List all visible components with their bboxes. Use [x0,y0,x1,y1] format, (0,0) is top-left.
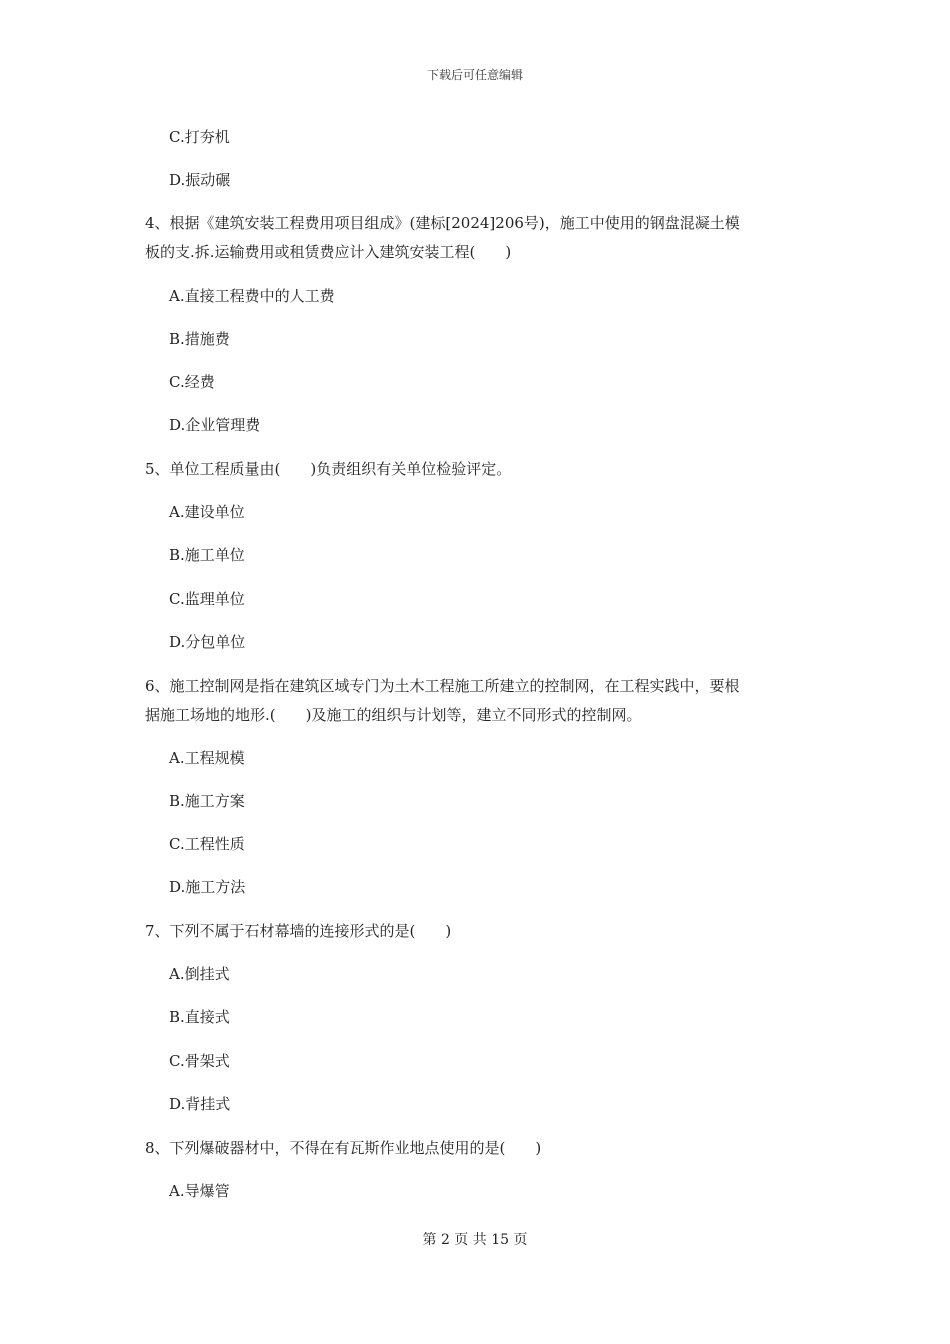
option-b-line: B.直接式 [169,1008,230,1026]
option-a-line: A.建设单位 [169,503,245,521]
option-d-line: D.分包单位 [169,633,246,651]
option-a-line: A.工程规模 [169,749,245,767]
option-a-line: A.导爆管 [169,1182,230,1200]
option-b-line: B.措施费 [169,330,230,348]
option-a-line: A.直接工程费中的人工费 [169,287,335,305]
option-c-line: C.打夯机 [169,128,230,146]
option-a-line: A.倒挂式 [169,965,230,983]
option-b-line: B.施工单位 [169,546,245,564]
option-b-line: B.施工方案 [169,792,245,810]
option-d-line: D.企业管理费 [169,416,261,434]
question-6-line-2: 据施工场地的地形.( )及施工的组织与计划等，建立不同形式的控制网。 [145,706,642,724]
option-d-line: D.背挂式 [169,1095,231,1113]
question-5-line: 5、单位工程质量由( )负责组织有关单位检验评定。 [145,460,512,478]
option-c-line: C.监理单位 [169,590,245,608]
question-6-line-1: 6、施工控制网是指在建筑区域专门为土木工程施工所建立的控制网，在工程实践中，要根 [145,677,740,695]
question-4-line-1: 4、根据《建筑安装工程费用项目组成》(建标[2024]206号)，施工中使用的钢盘混凝土模 [145,214,740,232]
option-d-line: D.振动碾 [169,171,231,189]
question-8-line: 8、下列爆破器材中，不得在有瓦斯作业地点使用的是( ) [145,1139,542,1157]
page-header: 下载后可任意编辑 [426,68,523,82]
page-footer: 第 2 页 共 15 页 [422,1232,528,1248]
option-c-line: C.经费 [169,373,215,391]
option-c-line: C.工程性质 [169,835,245,853]
question-7-line: 7、下列不属于石材幕墙的连接形式的是( ) [145,922,452,940]
question-4-line-2: 板的支.拆.运输费用或租赁费应计入建筑安装工程( ) [145,243,512,261]
option-d-line: D.施工方法 [169,878,246,896]
option-c-line: C.骨架式 [169,1052,230,1070]
